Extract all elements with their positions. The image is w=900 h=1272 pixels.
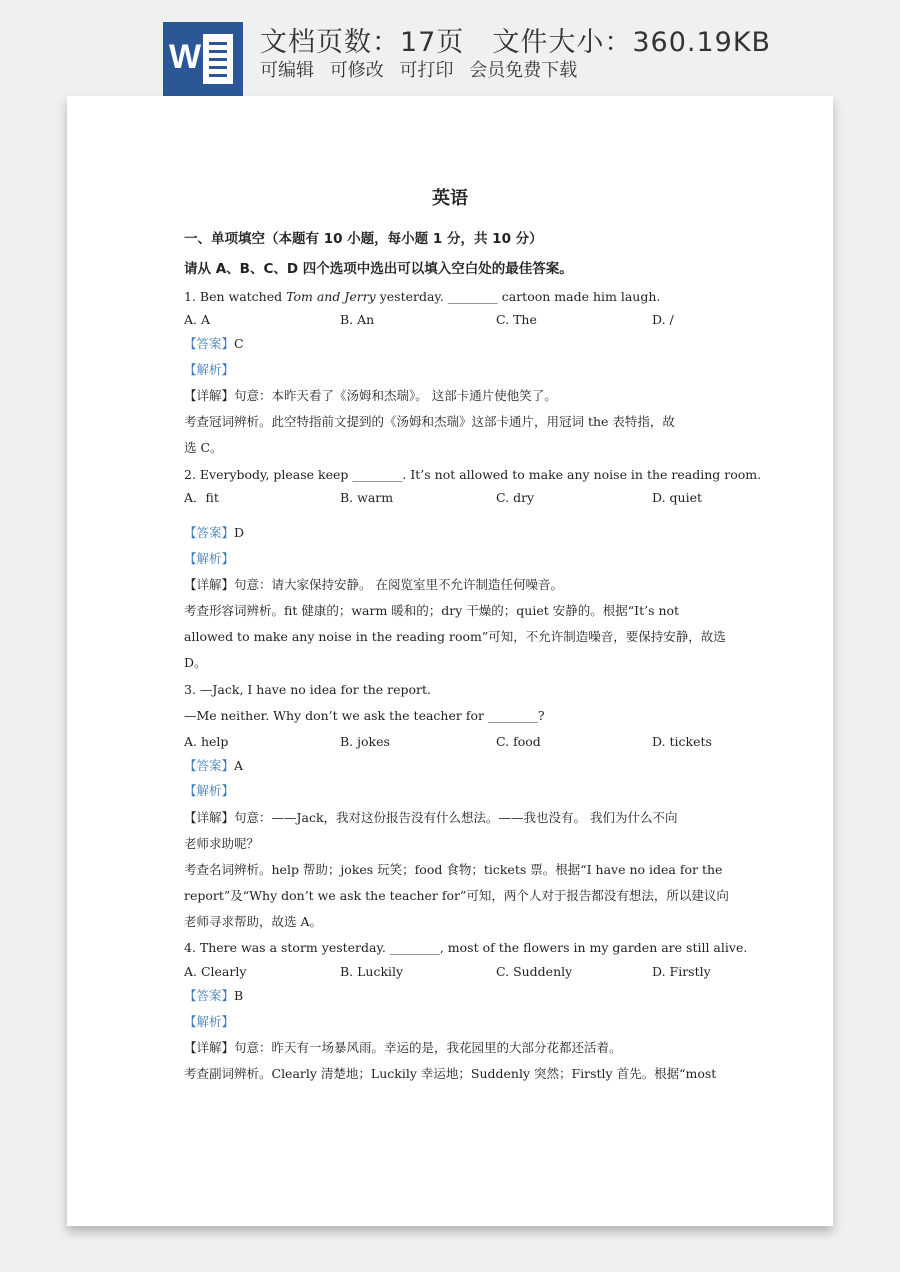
word-document-icon (163, 22, 243, 96)
question-2-detail: 【详解】句意：请大家保持安静。 在阅览室里不允许制造任何噪音。 (184, 577, 563, 592)
answer-value: C (234, 336, 244, 351)
option-a: A．fit (184, 490, 219, 505)
question-2-stem: 2. Everybody, please keep ________. It’s not allowed to make any noise in the reading room. (184, 467, 762, 482)
option-a: A. A (184, 312, 211, 327)
question-3-detail-line: 老师求助呢？ (184, 836, 260, 851)
option-d: D. / (652, 312, 674, 327)
option-c: C. The (496, 312, 537, 327)
question-1-stem: 1. Ben watched Tom and Jerry yesterday. ________ cartoon made him laugh. (184, 289, 661, 304)
banner-features (260, 56, 587, 82)
option-b: B. An (340, 312, 375, 327)
answer-value: A (234, 758, 244, 773)
document-lines-icon (203, 34, 233, 84)
question-3-stem-line: 3. —Jack, I have no idea for the report. (184, 682, 432, 697)
section-instruction: 请从 A、B、C、D 四个选项中选出可以填入空白处的最佳答案。 (184, 261, 573, 277)
question-3-detail: 【详解】句意：——Jack，我对这份报告没有什么想法。——我也没有。 我们为什么不向 (184, 810, 678, 825)
banner-title (260, 20, 799, 59)
feature-free-download: 会员免费下载 (469, 60, 578, 81)
answer-value: B (234, 988, 244, 1003)
option-c: C. food (496, 734, 541, 749)
question-4-explain-line: 考查副词辨析。Clearly 清楚地；Luckily 幸运地；Suddenly 突然；Firstly 首先。根据“most (184, 1066, 717, 1081)
option-a: A. help (184, 734, 229, 749)
option-b: B. Luckily (340, 964, 404, 979)
question-2-explain-line: 考查形容词辨析。fit 健康的；warm 暖和的；dry 干燥的；quiet 安静的。根据“It’s not (184, 603, 680, 618)
page-count: 文档页数：17页 (260, 27, 465, 58)
detail-label: 【详解】 (184, 577, 235, 592)
option-a: A. Clearly (184, 964, 247, 979)
answer-value: D (234, 525, 245, 540)
question-1-answer (184, 331, 244, 357)
question-3-answer (184, 753, 243, 779)
option-d: D. Firstly (652, 964, 711, 979)
detail-label: 【详解】 (184, 388, 235, 403)
option-b: B. jokes (340, 734, 390, 749)
question-1-explain-line: 考查冠词辨析。此空特指前文提到的《汤姆和杰瑞》这部卡通片，用冠词 the 表特指，故 (184, 414, 675, 429)
option-d: D. quiet (652, 490, 702, 505)
option-b: B. warm (340, 490, 394, 505)
section-heading: 一、单项填空（本题有 10 小题，每小题 1 分，共 10 分） (184, 231, 543, 247)
question-4-answer (184, 983, 243, 1009)
detail-label: 【详解】 (184, 1040, 235, 1055)
word-letter: W (169, 38, 202, 76)
feature-editable: 可编辑 (260, 60, 314, 81)
question-3-explain-line: 老师寻求帮助，故选 A。 (184, 914, 323, 929)
question-3-stem-line: —Me neither. Why don’t we ask the teacher for ________? (184, 708, 545, 723)
question-1-explain-line: 选 C。 (184, 440, 223, 455)
question-1-detail: 【详解】句意：本昨天看了《汤姆和杰瑞》。 这部卡通片使他笑了。 (184, 388, 557, 403)
file-size: 文件大小：360.19KB (492, 27, 772, 58)
answer-label: 【答案】 (184, 988, 235, 1003)
document-title: 英语 (432, 188, 468, 209)
question-4-analysis-label: 【解析】 (184, 1014, 235, 1029)
feature-printable: 可打印 (399, 60, 454, 81)
download-banner (0, 0, 900, 96)
document-page (67, 96, 833, 1226)
question-1-analysis-label: 【解析】 (184, 362, 235, 377)
option-c: C. Suddenly (496, 964, 573, 979)
question-2-answer (184, 520, 244, 546)
question-3-explain-line: report”及“Why don’t we ask the teacher for”可知，两个人对于报告都没有想法，所以建议向 (184, 888, 729, 903)
feature-modifiable: 可修改 (329, 60, 384, 81)
option-c: C. dry (496, 490, 535, 505)
option-d: D. tickets (652, 734, 712, 749)
question-2-analysis-label: 【解析】 (184, 551, 235, 566)
question-1-options (184, 307, 724, 333)
answer-label: 【答案】 (184, 525, 235, 540)
question-2-options (184, 485, 724, 511)
detail-label: 【详解】 (184, 810, 235, 825)
question-3-analysis-label: 【解析】 (184, 783, 235, 798)
question-4-stem: 4. There was a storm yesterday. ________, most of the flowers in my garden are still alive. (184, 940, 748, 955)
answer-label: 【答案】 (184, 758, 235, 773)
question-4-detail: 【详解】句意：昨天有一场暴风雨。幸运的是，我花园里的大部分花都还活着。 (184, 1040, 622, 1055)
answer-label: 【答案】 (184, 336, 235, 351)
question-3-explain-line: 考查名词辨析。help 帮助；jokes 玩笑；food 食物；tickets 票。根据“I have no idea for the (184, 862, 723, 877)
question-3-options (184, 729, 724, 755)
question-4-options (184, 959, 724, 985)
question-2-explain-line: allowed to make any noise in the reading room”可知，不允许制造噪音，要保持安静，故选 (184, 629, 726, 644)
question-2-explain-line: D。 (184, 655, 207, 670)
